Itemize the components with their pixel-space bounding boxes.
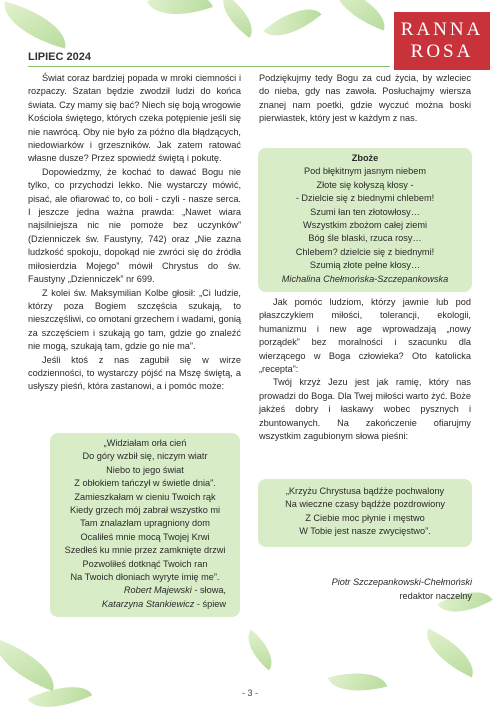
poem-line: Z obłokiem tańczył w świetle dnia”. [74,478,216,489]
decorative-leaf [238,629,281,670]
poem-line: Pozwoliłeś dotknąć Twoich ran [82,558,208,569]
poem-line: Chlebem? dzielcie się z biednymi! [295,246,435,257]
decorative-leaf [263,0,321,50]
brand-line-2: ROSA [410,41,474,62]
poem-title: Zboże [351,153,379,163]
poem-line: Na Twoich dłoniach wyryte imię me”. [70,572,220,583]
signature-name: Piotr Szczepankowski-Chełmoński [331,577,472,587]
poem-line: Szumi łan ten złotowłosy… [310,206,420,217]
credit-role: - słowa, [191,585,226,596]
hymn-box [258,479,472,547]
decorative-leaf [147,0,213,27]
poem-line: „Krzyżu Chrystusa bądźże pochwalony [285,486,445,496]
poem-line: Szumią złote pełne kłosy… [309,260,421,271]
poem-line: Do góry wzbił się, niczym wiatr [82,451,208,462]
paragraph: Jak pomóc ludziom, którzy jawnie lub pod płaszczykiem miłości, tolerancji, ekologii, humanizmu i new age wprowadzają „nowy porządek” bez moralności i szacunku dla wierzącego w Boga człowieka? Oto katolicka „recepta”: [259,297,471,375]
poem-box [258,148,472,292]
brand-line-1: RANNA [400,19,484,40]
poem-line: „Widziałam orła cień [103,438,187,448]
decorative-leaf [417,629,482,678]
poem-line: Szedłeś ku mnie przez zamknięte drzwi [64,545,226,556]
poem-line: Z Ciebie moc płynie i męstwo [305,512,425,523]
paragraph: Podziękujmy tedy Bogu za cud życia, by wzleciec do nieba, gdy nas zawoła. Posłuchajmy wiersza znanej nam poetki, gdzie wyczuć można boski pierwiastek, który jest w każdym z nas. [259,73,471,124]
poem-line: Wszystkim zbożom całej ziemi [302,220,428,231]
poem-line: Na wieczne czasy bądźże pozdrowiony [285,499,445,510]
paragraph: Twój krzyż Jezu jest jak ramię, który nas prowadzi do Boga. Dla Twej miłości warto żyć. Boże jakżeś dobry i łaskawy wobec pysznych i zbuntowanych. Na zakończenie ofiarujmy wszystkim zagubionym słowa pieśni: [259,377,471,442]
credit-role: - śpiew [194,598,226,609]
poem-line: Zamieszkałam w cieniu Twoich rąk [74,491,216,502]
poem-line: Pod błękitnym jasnym niebem [303,166,427,177]
credit-line [50,598,240,611]
poem-line: Kiedy grzech mój zabrał wszystko mi [69,505,221,516]
credit-line [50,584,240,597]
credit-name: Robert Majewski [123,585,192,596]
poem-line: Niebo to jego świat [106,464,184,475]
right-column-body [259,296,471,443]
poem-author: Michalina Chełmońska-Szczepankowska [281,273,449,284]
paragraph: Dopowiedzmy, że kochać to dawać Bogu nie tylko, co przychodzi lekko. Nie wystarczy mówić, pisać, ale ofiarować to, co boli - czyli - nasze serca. I jeszcze jedna ważna prawda: „Nawet wiara najsilniejsza nic nie pomoże bez uczynków” (Dzienniczek św. Faustyny, 742) oraz „Nie zazna ludzkość spokoju, dopokąd nie zwróci się do źródła miłosierdzia Mojego” mówił Chrystus do św. Faustyny „Dzienniczek” nr 699. [28,166,241,285]
poem-line: Tam znalazłam upragniony dom [80,518,210,529]
brand-logo [394,12,490,70]
signature-role: redaktor naczelny [399,591,472,601]
credit-name: Katarzyna Stankiewicz [101,598,195,609]
issue-date: LIPIEC 2024 [28,51,91,63]
paragraph: Z kolei św. Maksymilian Kolbe głosił: „Ci ludzie, którzy poza Bogiem szczęścia szukają, to nieszczęśliwi, co omotani grzechem i wadami, gonią za szczęściem i szukają go tam, gdzie go znaleźć nie mogą, szukają tam, gdzie go nie ma”. [28,287,241,352]
header-divider [28,66,390,67]
decorative-leaf [0,639,63,691]
decorative-leaf [0,1,73,48]
poem-line: W Tobie jest nasze zwycięstwo”. [299,526,431,537]
paragraph: Świat coraz bardziej popada w mroki ciemności i rozpaczy. Szatan będzie zwodził ludzi do końca świata. Czy mamy się bać? Niech się boją wrogowie Kościoła świętego, których czeka potępienie jeśli się nie nawrócą. Oby nie było za późno dla błądzących, niedowiarków i grzeszników. Jak zatem ratować własne dusze? Przez spowiedź świętą i pokutę. [28,73,241,164]
poem-line: - Dzielcie się z biednymi chlebem! [295,193,435,204]
right-column-intro [259,72,471,126]
page-number: - 3 - [241,688,258,698]
song-box [50,433,240,617]
left-column [28,72,241,394]
paragraph: Jeśli ktoś z nas zagubił się w wirze codzienności, to wystarczy pójść na Mszę świętą, a usłyszy pieśń, która zastanowi, a i pomóc może: [28,354,241,392]
decorative-leaf [327,0,392,30]
poem-line: Złote się kołyszą kłosy - [316,179,414,190]
decorative-leaf [213,0,262,38]
poem-line: Ocaliłeś mnie mocą Twojej Krwi [80,531,210,542]
poem-line: Bóg śle blaski, rzuca rosy… [308,233,422,244]
signature [262,575,472,603]
